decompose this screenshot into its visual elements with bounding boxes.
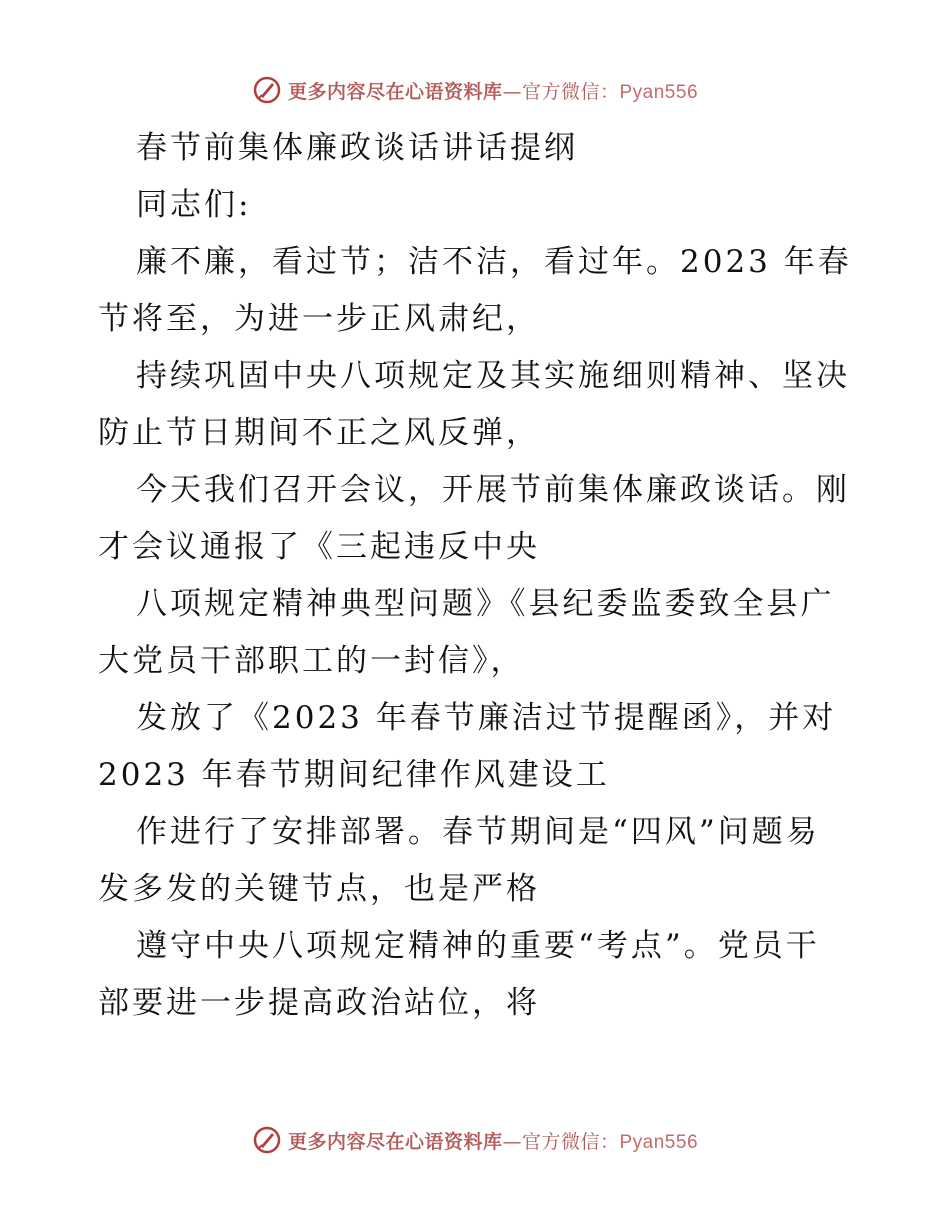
banner-dash: — xyxy=(502,1130,522,1153)
paragraph-line: 遵守中央八项规定精神的重要“考点”。党员干 xyxy=(136,928,820,964)
banner-dash: — xyxy=(502,80,522,103)
header-banner xyxy=(0,70,950,110)
banner-main-text: 更多内容尽在心语资料库 xyxy=(287,80,503,103)
banner-sub-text: 官方微信： xyxy=(521,1130,620,1153)
banner-wechat-id: Pyan556 xyxy=(619,81,699,103)
paragraph-line: 部要进一步提高政治站位，将 xyxy=(98,985,540,1021)
footer-banner xyxy=(0,1120,950,1160)
banner-wechat-id: Pyan556 xyxy=(619,1131,699,1153)
paragraph-line: 发多发的关键节点，也是严格 xyxy=(98,871,540,907)
paragraph-line: 持续巩固中央八项规定及其实施细则精神、坚决 xyxy=(136,358,850,394)
paragraph-line: 防止节日期间不正之风反弹， xyxy=(98,415,540,451)
paragraph-line: 发放了《2023 年春节廉洁过节提醒函》，并对 xyxy=(136,700,837,736)
banner-main-text: 更多内容尽在心语资料库 xyxy=(287,1130,503,1153)
paragraph-line: 大党员干部职工的一封信》， xyxy=(98,643,525,679)
document-title: 春节前集体廉政谈话讲话提纲 xyxy=(136,130,578,166)
paragraph-line: 作进行了安排部署。春节期间是“四风”问题易 xyxy=(136,814,820,850)
quill-seal-icon xyxy=(252,75,282,105)
paragraph-line: 廉不廉，看过节；洁不洁，看过年。2023 年春 xyxy=(136,244,852,280)
paragraph-line: 节将至，为进一步正风肃纪， xyxy=(98,301,540,337)
banner-text xyxy=(288,1127,698,1154)
paragraph-line: 才会议通报了《三起违反中央 xyxy=(98,529,540,565)
document-body xyxy=(98,120,858,1032)
banner-sub-text: 官方微信： xyxy=(521,80,620,103)
paragraph-line: 今天我们召开会议，开展节前集体廉政谈话。刚 xyxy=(136,472,850,508)
quill-seal-icon xyxy=(252,1125,282,1155)
paragraph-line: 2023 年春节期间纪律作风建设工 xyxy=(98,757,610,793)
paragraph-line: 八项规定精神典型问题》《县纪委监委致全县广 xyxy=(136,586,835,622)
salutation: 同志们: xyxy=(136,187,252,223)
banner-text xyxy=(288,77,698,104)
